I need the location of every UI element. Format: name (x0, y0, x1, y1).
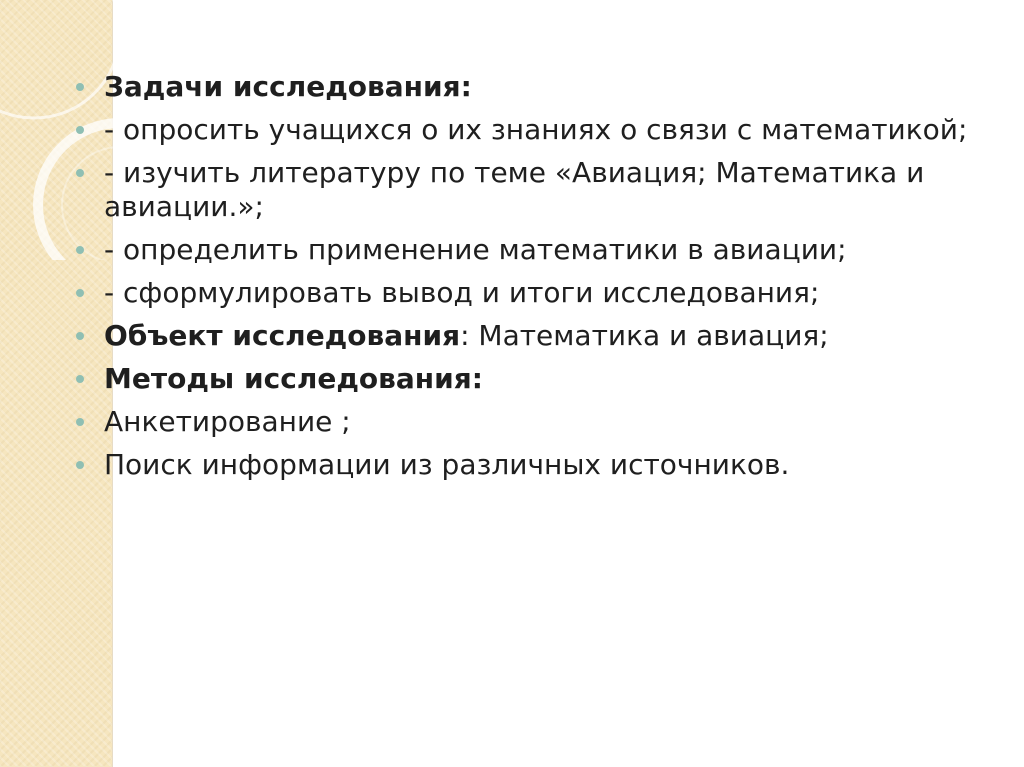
item-text: : Математика и авиация; (460, 319, 829, 352)
list-item (76, 362, 976, 396)
item-text: - изучить литературу по теме «Авиация; Математика и авиации.»; (104, 156, 925, 223)
list-item (76, 448, 976, 482)
bullet-icon (76, 461, 84, 469)
bullet-icon (76, 83, 84, 91)
item-bold-text: Методы исследования: (104, 362, 483, 395)
item-text: - сформулировать вывод и итоги исследования; (104, 276, 820, 309)
list-item (76, 276, 976, 310)
bullet-icon (76, 375, 84, 383)
bullet-list (76, 70, 976, 482)
bullet-icon (76, 246, 84, 254)
bullet-icon (76, 289, 84, 297)
list-item (76, 319, 976, 353)
list-item (76, 156, 976, 224)
list-item (76, 70, 976, 104)
bullet-icon (76, 332, 84, 340)
list-item (76, 113, 976, 147)
list-item (76, 405, 976, 439)
item-text: Поиск информации из различных источников. (104, 448, 790, 481)
item-bold-text: Задачи исследования: (104, 70, 472, 103)
bullet-icon (76, 126, 84, 134)
item-text: Анкетирование ; (104, 405, 351, 438)
list-item (76, 233, 976, 267)
item-bold-text: Объект исследования (104, 319, 461, 352)
item-text: - опросить учащихся о их знаниях о связи с математикой; (104, 113, 968, 146)
bullet-icon (76, 169, 84, 177)
bullet-icon (76, 418, 84, 426)
slide-content (76, 70, 976, 491)
item-text: - определить применение математики в авиации; (104, 233, 847, 266)
